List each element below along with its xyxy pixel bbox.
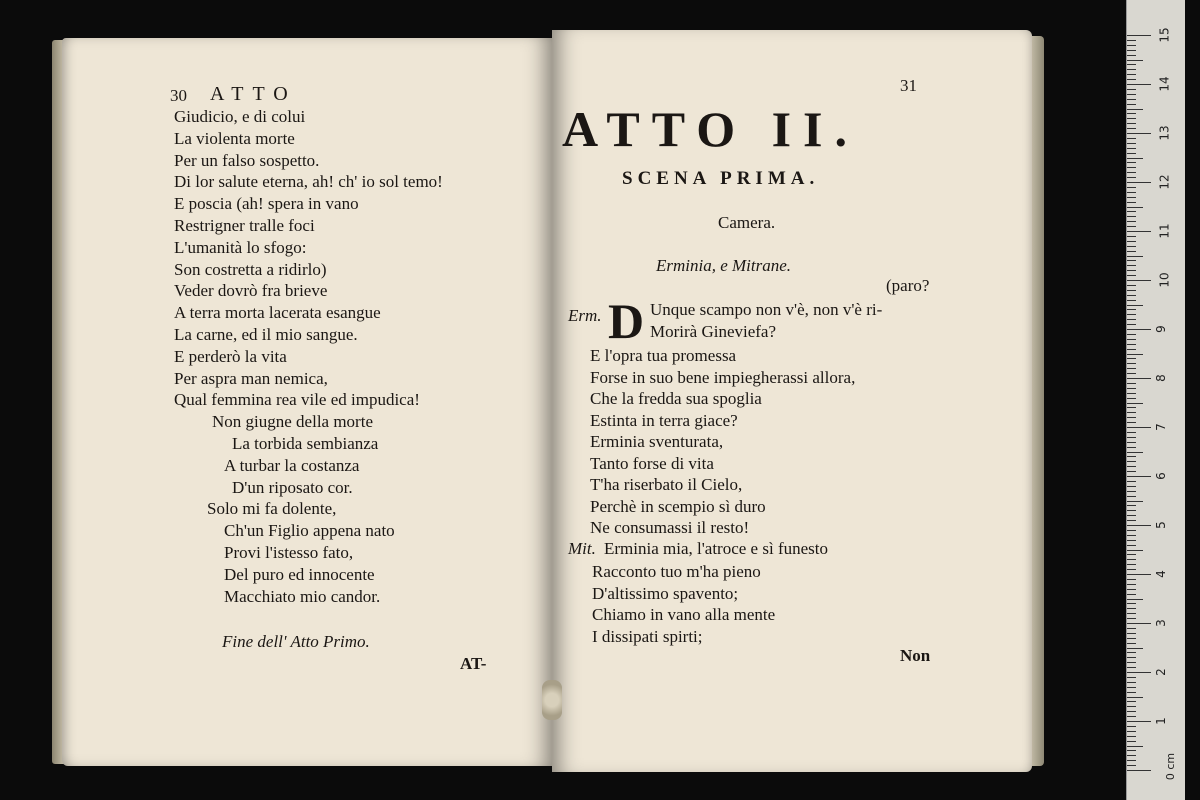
verse-line: A terra morta lacerata esangue — [174, 303, 381, 323]
ruler-tick — [1127, 393, 1136, 394]
ruler-number: 4 — [1153, 570, 1168, 578]
ruler-tick — [1127, 731, 1136, 732]
ruler-tick — [1127, 79, 1136, 80]
ruler-tick — [1127, 456, 1136, 457]
verse-line: L'umanità lo sfogo: — [174, 237, 307, 257]
ruler-tick — [1127, 324, 1136, 325]
ruler-tick — [1127, 368, 1136, 369]
verse-line: Erminia sventurata, — [590, 432, 724, 451]
verse-line: Estinta in terra giace? — [590, 410, 738, 430]
ruler-tick — [1127, 60, 1143, 61]
verse-line: I dissipati spirti; — [592, 626, 703, 646]
ruler-tick — [1127, 270, 1136, 271]
ruler-unit-label: 0 cm — [1164, 752, 1178, 781]
ruler-tick — [1127, 192, 1136, 193]
ruler-tick — [1127, 89, 1136, 90]
ruler-tick — [1127, 559, 1136, 560]
speaker-erm: Erm. — [568, 306, 602, 325]
ruler-tick — [1127, 540, 1136, 541]
ruler-tick — [1127, 35, 1151, 36]
verse-line: Chiamo in vano alla mente — [592, 605, 776, 624]
ruler-tick — [1127, 452, 1143, 453]
ruler-tick — [1127, 579, 1136, 580]
ruler-tick — [1127, 358, 1136, 359]
ruler-tick — [1127, 510, 1136, 511]
verse-line: La torbida sembianza — [232, 434, 379, 453]
ruler-tick — [1127, 295, 1136, 296]
ruler-tick — [1127, 260, 1136, 261]
ruler-tick — [1127, 584, 1136, 585]
ruler-tick — [1127, 207, 1143, 208]
ruler-tick — [1127, 746, 1143, 747]
right-page — [552, 30, 1032, 772]
verse-line: Veder dovrò fra brieve — [174, 281, 328, 301]
ruler-tick — [1127, 69, 1136, 70]
left-page — [62, 38, 552, 766]
ruler-tick — [1127, 143, 1136, 144]
drop-cap: D — [608, 293, 645, 349]
ruler-tick — [1127, 104, 1136, 105]
left-catchword: AT- — [460, 654, 487, 673]
ruler-tick — [1127, 599, 1143, 600]
verse-line: E perderò la vita — [174, 346, 287, 366]
verse-line: Racconto tuo m'ha pieno — [592, 562, 761, 581]
verse-line: Per un falso sospetto. — [174, 150, 320, 170]
verse-line: D'un riposato cor. — [232, 477, 353, 497]
ruler-tick — [1127, 388, 1136, 389]
ruler-tick — [1127, 442, 1136, 443]
mit-first-line: Erminia mia, l'atroce e sì funesto — [604, 539, 828, 558]
ruler-tick — [1127, 687, 1136, 688]
scene-title: SCENA PRIMA. — [622, 168, 820, 189]
ruler-tick — [1127, 123, 1136, 124]
characters-list: Erminia, e Mitrane. — [656, 256, 792, 275]
ruler-tick — [1127, 706, 1136, 707]
ruler-tick — [1127, 383, 1136, 384]
ruler-tick — [1127, 99, 1136, 100]
ruler-tick — [1127, 344, 1136, 345]
ruler-number: 3 — [1153, 619, 1168, 627]
ruler-tick — [1127, 339, 1136, 340]
open-book — [52, 30, 1052, 778]
ruler-tick — [1127, 491, 1136, 492]
left-running-head: ATTO — [210, 83, 297, 105]
ruler-tick — [1127, 530, 1136, 531]
ruler-tick — [1127, 682, 1136, 683]
ruler-tick — [1127, 256, 1143, 257]
ruler-tick — [1127, 657, 1136, 658]
ruler-tick — [1127, 285, 1136, 286]
ruler-tick — [1127, 158, 1143, 159]
ruler-tick — [1127, 133, 1151, 134]
ruler-tick — [1127, 417, 1136, 418]
ruler-tick — [1127, 162, 1136, 163]
ruler-tick — [1127, 398, 1136, 399]
right-catchword: Non — [900, 646, 931, 665]
ruler-tick — [1127, 603, 1136, 604]
ruler-tick — [1127, 113, 1136, 114]
ruler-tick — [1127, 569, 1136, 570]
ruler-tick — [1127, 172, 1136, 173]
ruler-tick — [1127, 329, 1151, 330]
ruler-tick — [1127, 711, 1136, 712]
ruler-tick — [1127, 525, 1151, 526]
ruler-tick — [1127, 138, 1136, 139]
ruler-tick — [1127, 226, 1136, 227]
ruler-tick — [1127, 319, 1136, 320]
ruler-tick — [1127, 432, 1136, 433]
ruler-tick — [1127, 501, 1143, 502]
binding-thread — [542, 680, 562, 720]
act-title: ATTO II. — [562, 101, 860, 157]
ruler-number: 15 — [1157, 27, 1172, 43]
ruler-number: 8 — [1153, 374, 1168, 382]
ruler-tick — [1127, 461, 1136, 462]
ruler-tick — [1127, 275, 1136, 276]
ruler-tick — [1127, 648, 1143, 649]
ruler-number: 14 — [1157, 76, 1172, 92]
ruler-tick — [1127, 643, 1136, 644]
ruler-tick — [1127, 633, 1136, 634]
ruler-tick — [1127, 608, 1136, 609]
ruler-number: 6 — [1153, 472, 1168, 480]
ruler-tick — [1127, 309, 1136, 310]
verse-line: Restrigner tralle foci — [174, 216, 315, 235]
ruler-number: 1 — [1153, 717, 1168, 725]
ruler-tick — [1127, 564, 1136, 565]
ruler-tick — [1127, 638, 1136, 639]
ruler-tick — [1127, 74, 1136, 75]
verse-line: Di lor salute eterna, ah! ch' io sol temo! — [174, 172, 443, 192]
ruler-tick — [1127, 167, 1136, 168]
verse-line: Tanto forse di vita — [590, 453, 714, 473]
ruler-number: 7 — [1153, 423, 1168, 431]
ruler-tick — [1127, 50, 1136, 51]
ruler-tick — [1127, 515, 1136, 516]
ruler-tick — [1127, 716, 1136, 717]
verse-line: T'ha riserbato il Cielo, — [590, 475, 743, 494]
ruler-tick — [1127, 300, 1136, 301]
ruler-tick — [1127, 128, 1136, 129]
ruler-tick — [1127, 613, 1136, 614]
verse-line: Forse in suo bene impiegherassi allora, — [590, 367, 856, 387]
ruler-tick — [1127, 466, 1136, 467]
ruler-number: 12 — [1157, 174, 1172, 190]
ruler-tick — [1127, 652, 1136, 653]
verse-line: D'altissimo spavento; — [592, 583, 739, 603]
ruler-tick — [1127, 550, 1143, 551]
verse-line: A turbar la costanza — [224, 455, 360, 475]
ruler-tick — [1127, 363, 1136, 364]
verse-line: Son costretta a ridirlo) — [174, 259, 327, 279]
ruler-tick — [1127, 265, 1136, 266]
verse-line: E poscia (ah! spera in vano — [174, 194, 359, 214]
verse-line: Per aspra man nemica, — [174, 368, 328, 388]
verse-line: Solo mi fa dolente, — [207, 499, 337, 519]
ruler-tick — [1127, 197, 1136, 198]
ruler-tick — [1127, 427, 1151, 428]
ruler-tick — [1127, 535, 1136, 536]
ruler-tick — [1127, 187, 1136, 188]
ruler-tick — [1127, 755, 1136, 756]
ruler-tick — [1127, 373, 1136, 374]
ruler-number: 2 — [1153, 668, 1168, 676]
ruler-tick — [1127, 153, 1136, 154]
ruler-tick — [1127, 736, 1136, 737]
ruler-number: 5 — [1153, 521, 1168, 529]
ruler-tick — [1127, 471, 1136, 472]
ruler-tick — [1127, 177, 1136, 178]
ruler-tick — [1127, 290, 1136, 291]
verse-line: Ne consumassi il resto! — [590, 518, 750, 537]
ruler-tick — [1127, 211, 1136, 212]
ruler-tick — [1127, 667, 1136, 668]
ruler-tick — [1127, 64, 1136, 65]
ruler-tick — [1127, 692, 1136, 693]
ruler-tick — [1127, 447, 1136, 448]
scene-setting: Camera. — [718, 213, 776, 232]
verse-line: Ch'un Figlio appena nato — [224, 521, 395, 541]
ruler-tick — [1127, 349, 1136, 350]
end-of-act-note: Fine dell' Atto Primo. — [222, 632, 370, 651]
ruler-tick — [1127, 623, 1151, 624]
verse-line: La violenta morte — [174, 128, 295, 148]
ruler-tick — [1127, 84, 1151, 85]
ruler-tick — [1127, 118, 1136, 119]
verse-line: Del puro ed innocente — [224, 564, 375, 584]
ruler-number: 9 — [1153, 325, 1168, 333]
ruler-tick — [1127, 662, 1136, 663]
ruler-tick — [1127, 148, 1136, 149]
ruler-tick — [1127, 481, 1136, 482]
ruler-tick — [1127, 721, 1151, 722]
ruler-tick — [1127, 486, 1136, 487]
ruler-tick — [1127, 765, 1136, 766]
erm-first-line: Unque scampo non v'è, non v'è ri- — [650, 300, 883, 319]
ruler-tick — [1127, 246, 1136, 247]
ruler-tick — [1127, 672, 1151, 673]
ruler-tick — [1127, 594, 1136, 595]
ruler-tick — [1127, 770, 1151, 771]
verse-line: Macchiato mio candor. — [224, 586, 381, 606]
ruler-tick — [1127, 628, 1136, 629]
ruler-tick — [1127, 354, 1143, 355]
ruler-tick — [1127, 407, 1136, 408]
verse-line: Provi l'istesso fato, — [224, 543, 354, 562]
ruler-tick — [1127, 726, 1136, 727]
ruler-tick — [1127, 476, 1151, 477]
verse-line: E l'opra tua promessa — [590, 346, 737, 365]
ruler-tick — [1127, 422, 1136, 423]
ruler-tick — [1127, 760, 1136, 761]
right-page-number: 31 — [900, 76, 917, 95]
ruler-tick — [1127, 545, 1136, 546]
verse-line: Qual femmina rea vile ed impudica! — [174, 390, 420, 410]
ruler-tick — [1127, 202, 1136, 203]
ruler-tick — [1127, 314, 1136, 315]
ruler-tick — [1127, 697, 1143, 698]
measurement-ruler — [1126, 0, 1185, 800]
ruler-tick — [1127, 216, 1136, 217]
verse-line: La carne, ed il mio sangue. — [174, 325, 358, 344]
ruler-tick — [1127, 236, 1136, 237]
ruler-tick — [1127, 505, 1136, 506]
left-page-number: 30 — [170, 86, 187, 105]
ruler-tick — [1127, 496, 1136, 497]
ruler-tick — [1127, 221, 1136, 222]
ruler-tick — [1127, 45, 1136, 46]
ruler-tick — [1127, 701, 1136, 702]
ruler-tick — [1127, 589, 1136, 590]
ruler-tick — [1127, 741, 1136, 742]
ruler-tick — [1127, 182, 1151, 183]
ruler-number: 13 — [1157, 125, 1172, 141]
ruler-tick — [1127, 618, 1136, 619]
ruler-tick — [1127, 305, 1143, 306]
ruler-tick — [1127, 251, 1136, 252]
verse-line: Giudicio, e di colui — [174, 107, 306, 126]
ruler-tick — [1127, 94, 1136, 95]
ruler-tick — [1127, 55, 1136, 56]
ruler-tick — [1127, 554, 1136, 555]
erm-second-line: Morirà Gineviefa? — [650, 322, 777, 341]
verse-line: Che la fredda sua spoglia — [590, 389, 762, 408]
ruler-tick — [1127, 280, 1151, 281]
ruler-tick — [1127, 334, 1136, 335]
ruler-tick — [1127, 437, 1136, 438]
ruler-tick — [1127, 231, 1151, 232]
ruler-tick — [1127, 109, 1143, 110]
ruler-tick — [1127, 574, 1151, 575]
ruler-tick — [1127, 40, 1136, 41]
ruler-tick — [1127, 378, 1151, 379]
verse-line: Perchè in scempio sì duro — [590, 496, 766, 516]
verse-line: Non giugne della morte — [212, 412, 373, 432]
ruler-tick — [1127, 412, 1136, 413]
ruler-tick — [1127, 403, 1143, 404]
ruler-number: 10 — [1157, 272, 1172, 288]
ruler-number: 11 — [1157, 223, 1172, 239]
ruler-tick — [1127, 750, 1136, 751]
ruler-tick — [1127, 241, 1136, 242]
speaker-mit: Mit. — [568, 539, 596, 558]
overflow-word: (paro? — [886, 276, 930, 295]
ruler-tick — [1127, 677, 1136, 678]
ruler-tick — [1127, 520, 1136, 521]
